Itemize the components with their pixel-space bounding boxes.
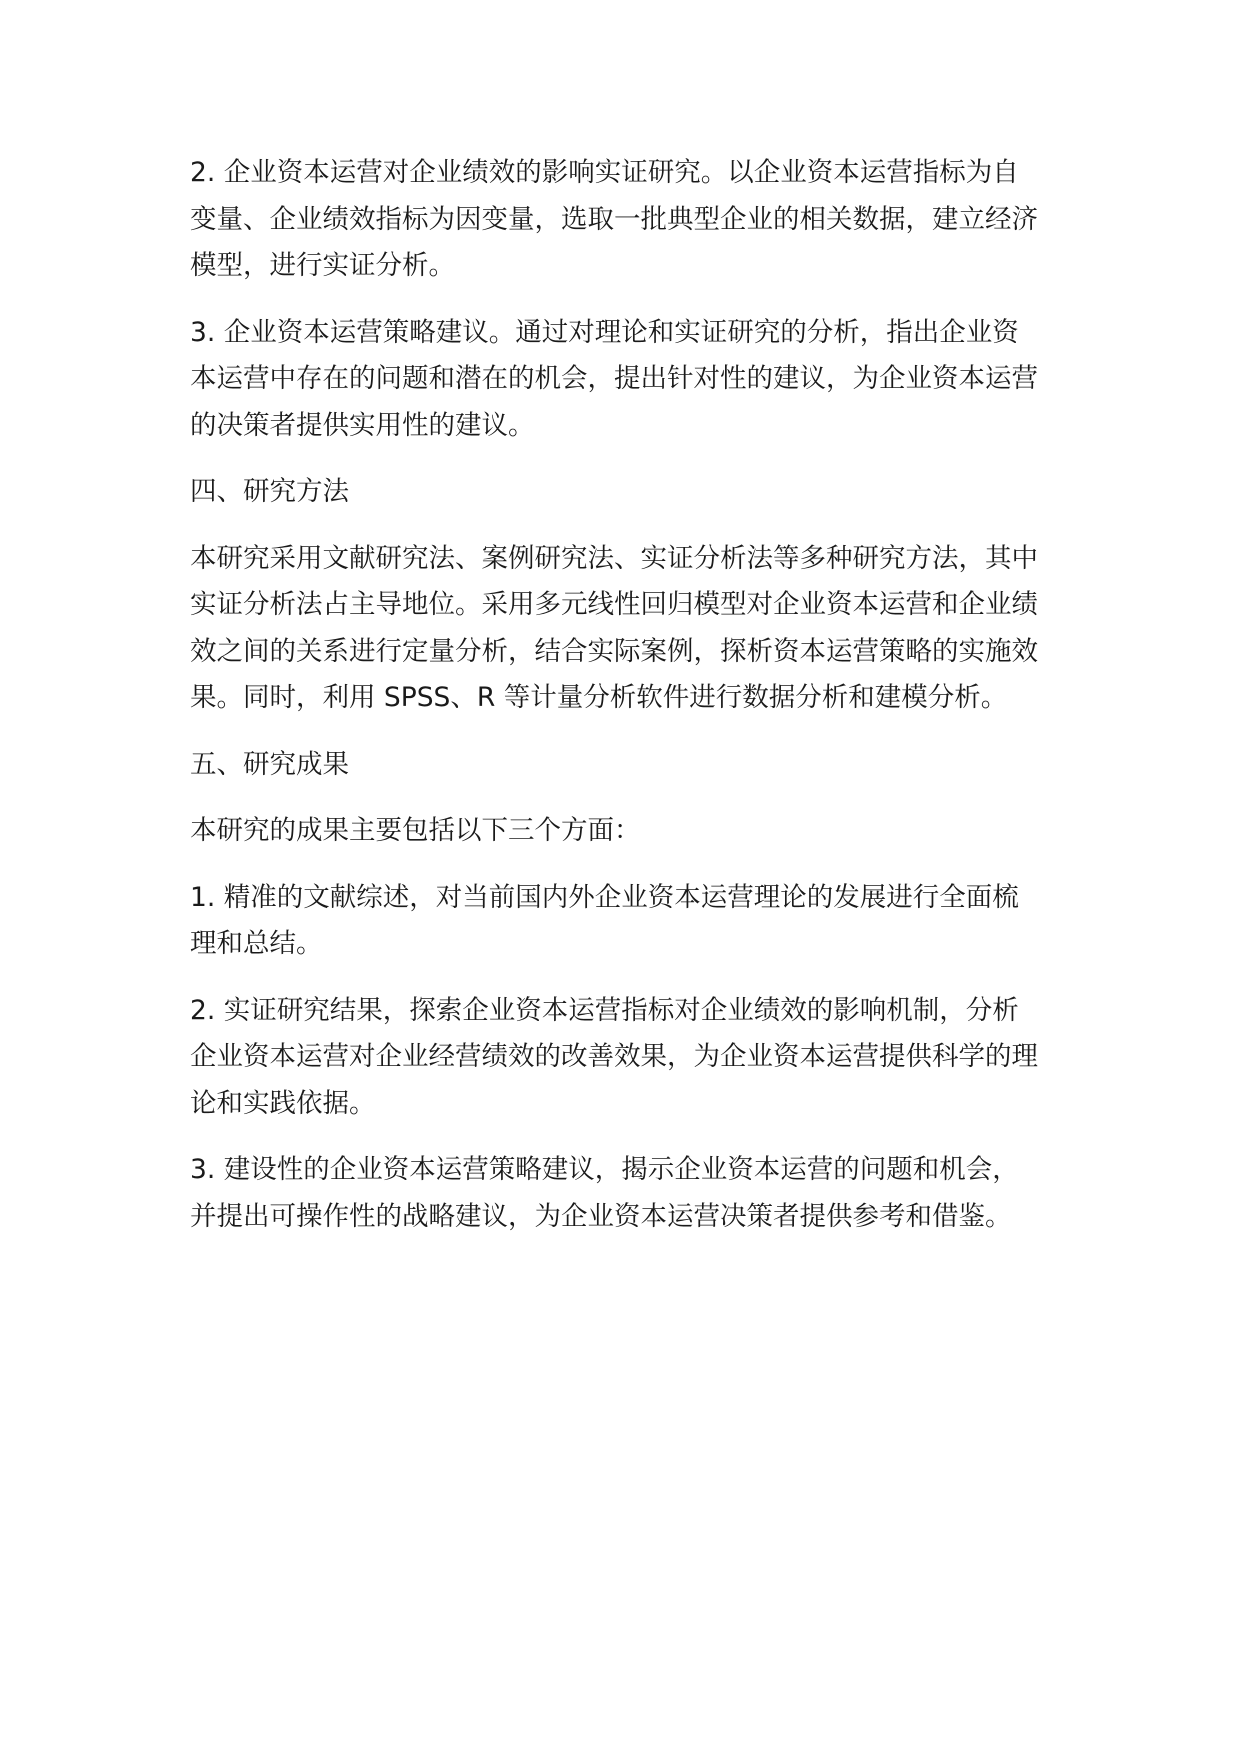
section-heading-methods: 四、研究方法 bbox=[190, 476, 349, 507]
paragraph-item-2: 2. 企业资本运营对企业绩效的影响实证研究。以企业资本运营指标为自变量、企业绩效指标为因变量，选取一批典型企业的相关数据，建立经济模型，进行实证分析。 bbox=[190, 157, 1038, 281]
section-heading-results: 五、研究成果 bbox=[190, 748, 349, 780]
document-page bbox=[190, 150, 1040, 1260]
paragraph-result-2: 2. 实证研究结果，探索企业资本运营指标对企业绩效的影响机制，分析企业资本运营对企业经营绩效的改善效果，为企业资本运营提供科学的理论和实践依据。 bbox=[190, 994, 1038, 1119]
paragraph-result-3: 3. 建设性的企业资本运营策略建议，揭示企业资本运营的问题和机会，并提出可操作性的战略建议，为企业资本运营决策者提供参考和借鉴。 bbox=[190, 1154, 1019, 1232]
paragraph-item-3: 3. 企业资本运营策略建议。通过对理论和实证研究的分析，指出企业资本运营中存在的问题和潜在的机会，提出针对性的建议，为企业资本运营的决策者提供实用性的建议。 bbox=[190, 316, 1038, 441]
paragraph-methods: 本研究采用文献研究法、案例研究法、实证分析法等多种研究方法，其中实证分析法占主导地位。采用多元线性回归模型对企业资本运营和企业绩效之间的关系进行定量分析，结合实际案例，探析资本运营策略的实施效果。同时，利用 SPSS、R 等计量分析软件进行数据分析和建模分析。 bbox=[190, 542, 1038, 713]
paragraph-results-intro: 本研究的成果主要包括以下三个方面： bbox=[190, 815, 641, 846]
paragraph-result-1: 1. 精准的文献综述，对当前国内外企业资本运营理论的发展进行全面梳理和总结。 bbox=[190, 881, 1019, 959]
